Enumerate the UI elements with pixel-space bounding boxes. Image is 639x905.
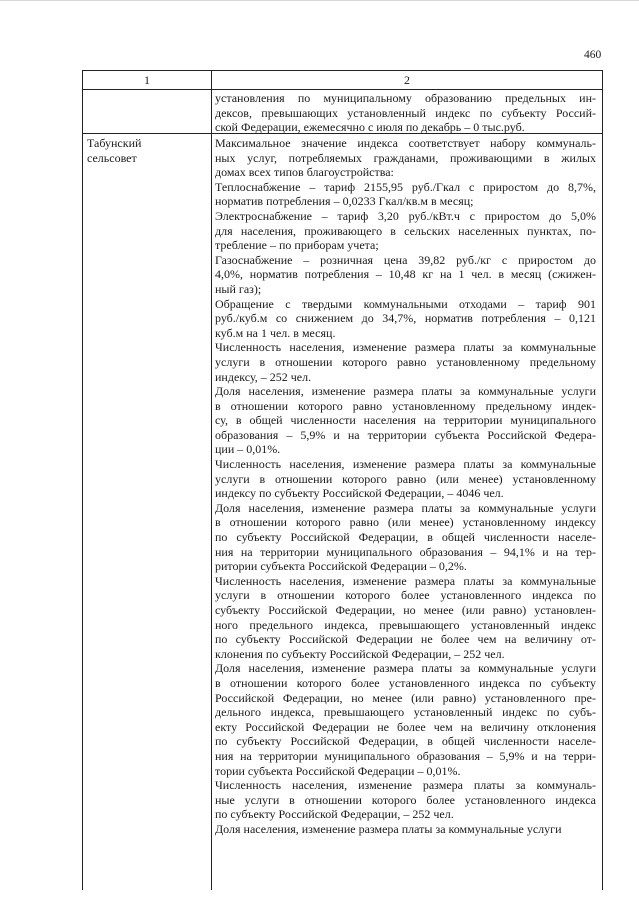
index-description-cell xyxy=(215,136,596,837)
text-line: в отношении которого равно установленному предельному индек- xyxy=(215,398,596,413)
text-line: услуги в отношении которого равно установленному предельному xyxy=(215,354,596,369)
municipality-name-cell xyxy=(87,136,207,165)
paragraph xyxy=(215,661,596,778)
text-line: Газоснабжение – розничная цена 39,82 руб./кг с приростом до xyxy=(215,252,596,267)
text-line: клонения по субъекту Российской Федерации, – 252 чел. xyxy=(215,646,505,661)
continuation-cell xyxy=(215,91,596,135)
text-line: ния на территории муниципального образования – 94,1% и на тер- xyxy=(215,544,596,559)
text-line: ных услуг, потребляемых гражданами, проживающими в жилых xyxy=(215,150,596,165)
document-table xyxy=(82,70,603,890)
text-line: образования – 5,9% и на территории субъекта Российской Федера- xyxy=(215,427,596,442)
paragraph xyxy=(215,574,596,662)
continuation-line: установления по муниципальному образованию предельных ин- xyxy=(215,91,596,105)
text-line: Доля населения, изменение размера платы за коммунальные услуги xyxy=(215,500,596,515)
text-line: по субъекту Российской Федерации, в общей численности населе- xyxy=(215,734,596,749)
text-line: ного предельного индекса, превышающего установленный индекс xyxy=(215,617,596,632)
paragraph xyxy=(215,457,596,501)
text-line: руб./куб.м со снижением до 34,7%, норматив потребления – 0,121 xyxy=(215,311,596,326)
paragraph xyxy=(215,822,596,837)
text-line: ции – 0,01%. xyxy=(215,442,281,457)
text-line: тории субъекта Российской Федерации – 0,01%. xyxy=(215,763,461,778)
text-line: екту Российской Федерации не более чем на величину отклонения xyxy=(215,719,596,734)
text-line: в отношении которого равно (или менее) установленному индексу xyxy=(215,515,596,530)
continuation-line: дексов, превышающих установленный индекс по субъекту Россий- xyxy=(215,105,596,120)
column-divider xyxy=(211,71,212,890)
text-line: Российской Федерации, но менее (или равно) установленного пре- xyxy=(215,690,596,705)
paragraph xyxy=(215,340,596,384)
text-line: индексу, – 252 чел. xyxy=(215,369,312,384)
top-edge-rule xyxy=(0,0,639,1)
text-line: услуги в отношении которого более установленного индекса по xyxy=(215,588,596,603)
name-line: Табунский xyxy=(87,136,142,150)
text-line: домах всех типов благоустройства: xyxy=(215,165,394,180)
text-line: требление – по приборам учета; xyxy=(215,238,379,253)
name-line: сельсовет xyxy=(87,150,137,165)
paragraph xyxy=(215,501,596,574)
text-line: Численность населения, изменение размера платы за коммунальные xyxy=(215,573,596,588)
text-line: Доля населения, изменение размера платы за коммунальные услуги xyxy=(215,661,596,676)
text-line: ный газ); xyxy=(215,281,262,296)
paragraph xyxy=(215,778,596,822)
text-line: Численность населения, изменение размера платы за коммунальные xyxy=(215,457,596,472)
text-line: Обращение с твердыми коммунальными отходами – тариф 901 xyxy=(215,296,596,311)
header-divider xyxy=(83,89,602,90)
text-line: ритории субъекта Российской Федерации – 0,2%. xyxy=(215,559,467,574)
text-line: индексу по субъекту Российской Федерации, – 4046 чел. xyxy=(215,486,504,501)
text-line: по субъекту Российской Федерации, – 252 чел. xyxy=(215,807,454,822)
text-line: в отношении которого более установленного индекса по субъекту xyxy=(215,675,596,690)
text-line: для населения, проживающего в сельских населенных пунктах, по- xyxy=(215,223,596,238)
paragraph xyxy=(215,384,596,457)
text-line: услуги в отношении которого равно (или менее) установленному xyxy=(215,471,596,486)
column-1-header: 1 xyxy=(144,73,150,87)
text-line: куб.м на 1 чел. в месяц. xyxy=(215,325,336,340)
text-line: норматив потребления – 0,0233 Гкал/кв.м в месяц; xyxy=(215,194,474,209)
text-line: субъекту Российской Федерации, но менее (или равно) установлен- xyxy=(215,603,596,617)
text-line: дельного индекса, превышающего установленный индекс по субъ- xyxy=(215,705,596,720)
text-line: 4,0%, норматив потребления – 10,48 кг на 1 чел. в месяц (сжижен- xyxy=(215,267,596,282)
paragraph xyxy=(215,136,596,180)
text-line: Теплоснабжение – тариф 2155,95 руб./Гкал с приростом до 8,7%, xyxy=(215,179,596,194)
text-line: Электроснабжение – тариф 3,20 руб./кВт.ч с приростом до 5,0% xyxy=(215,208,596,223)
paragraph xyxy=(215,253,596,297)
continuation-line: ской Федерации, ежемесячно с июля по декабрь – 0 тыс.руб. xyxy=(215,120,525,135)
text-line: су, в общей численности населения на территории муниципального xyxy=(215,413,596,428)
paragraph xyxy=(215,209,596,253)
text-line: Максимальное значение индекса соответствует набору коммуналь- xyxy=(215,136,596,150)
text-line: Доля населения, изменение размера платы за коммунальные услуги xyxy=(215,821,562,836)
column-2-header: 2 xyxy=(404,73,410,87)
text-line: по субъекту Российской Федерации не более чем на величину от- xyxy=(215,632,596,647)
text-line: по субъекту Российской Федерации, в общей численности населе- xyxy=(215,530,596,545)
paragraph xyxy=(215,180,596,209)
page-number: 460 xyxy=(584,49,602,61)
paragraph xyxy=(215,297,596,341)
text-line: Численность населения, изменение размера платы за коммунальные xyxy=(215,340,596,355)
text-line: ные услуги в отношении которого более установленного индекса xyxy=(215,792,596,807)
text-line: ния на территории муниципального образования – 5,9% и на терри- xyxy=(215,748,596,763)
text-line: Доля населения, изменение размера платы за коммунальные услуги xyxy=(215,384,596,399)
text-line: Численность населения, изменение размера платы за коммуналь- xyxy=(215,778,596,793)
